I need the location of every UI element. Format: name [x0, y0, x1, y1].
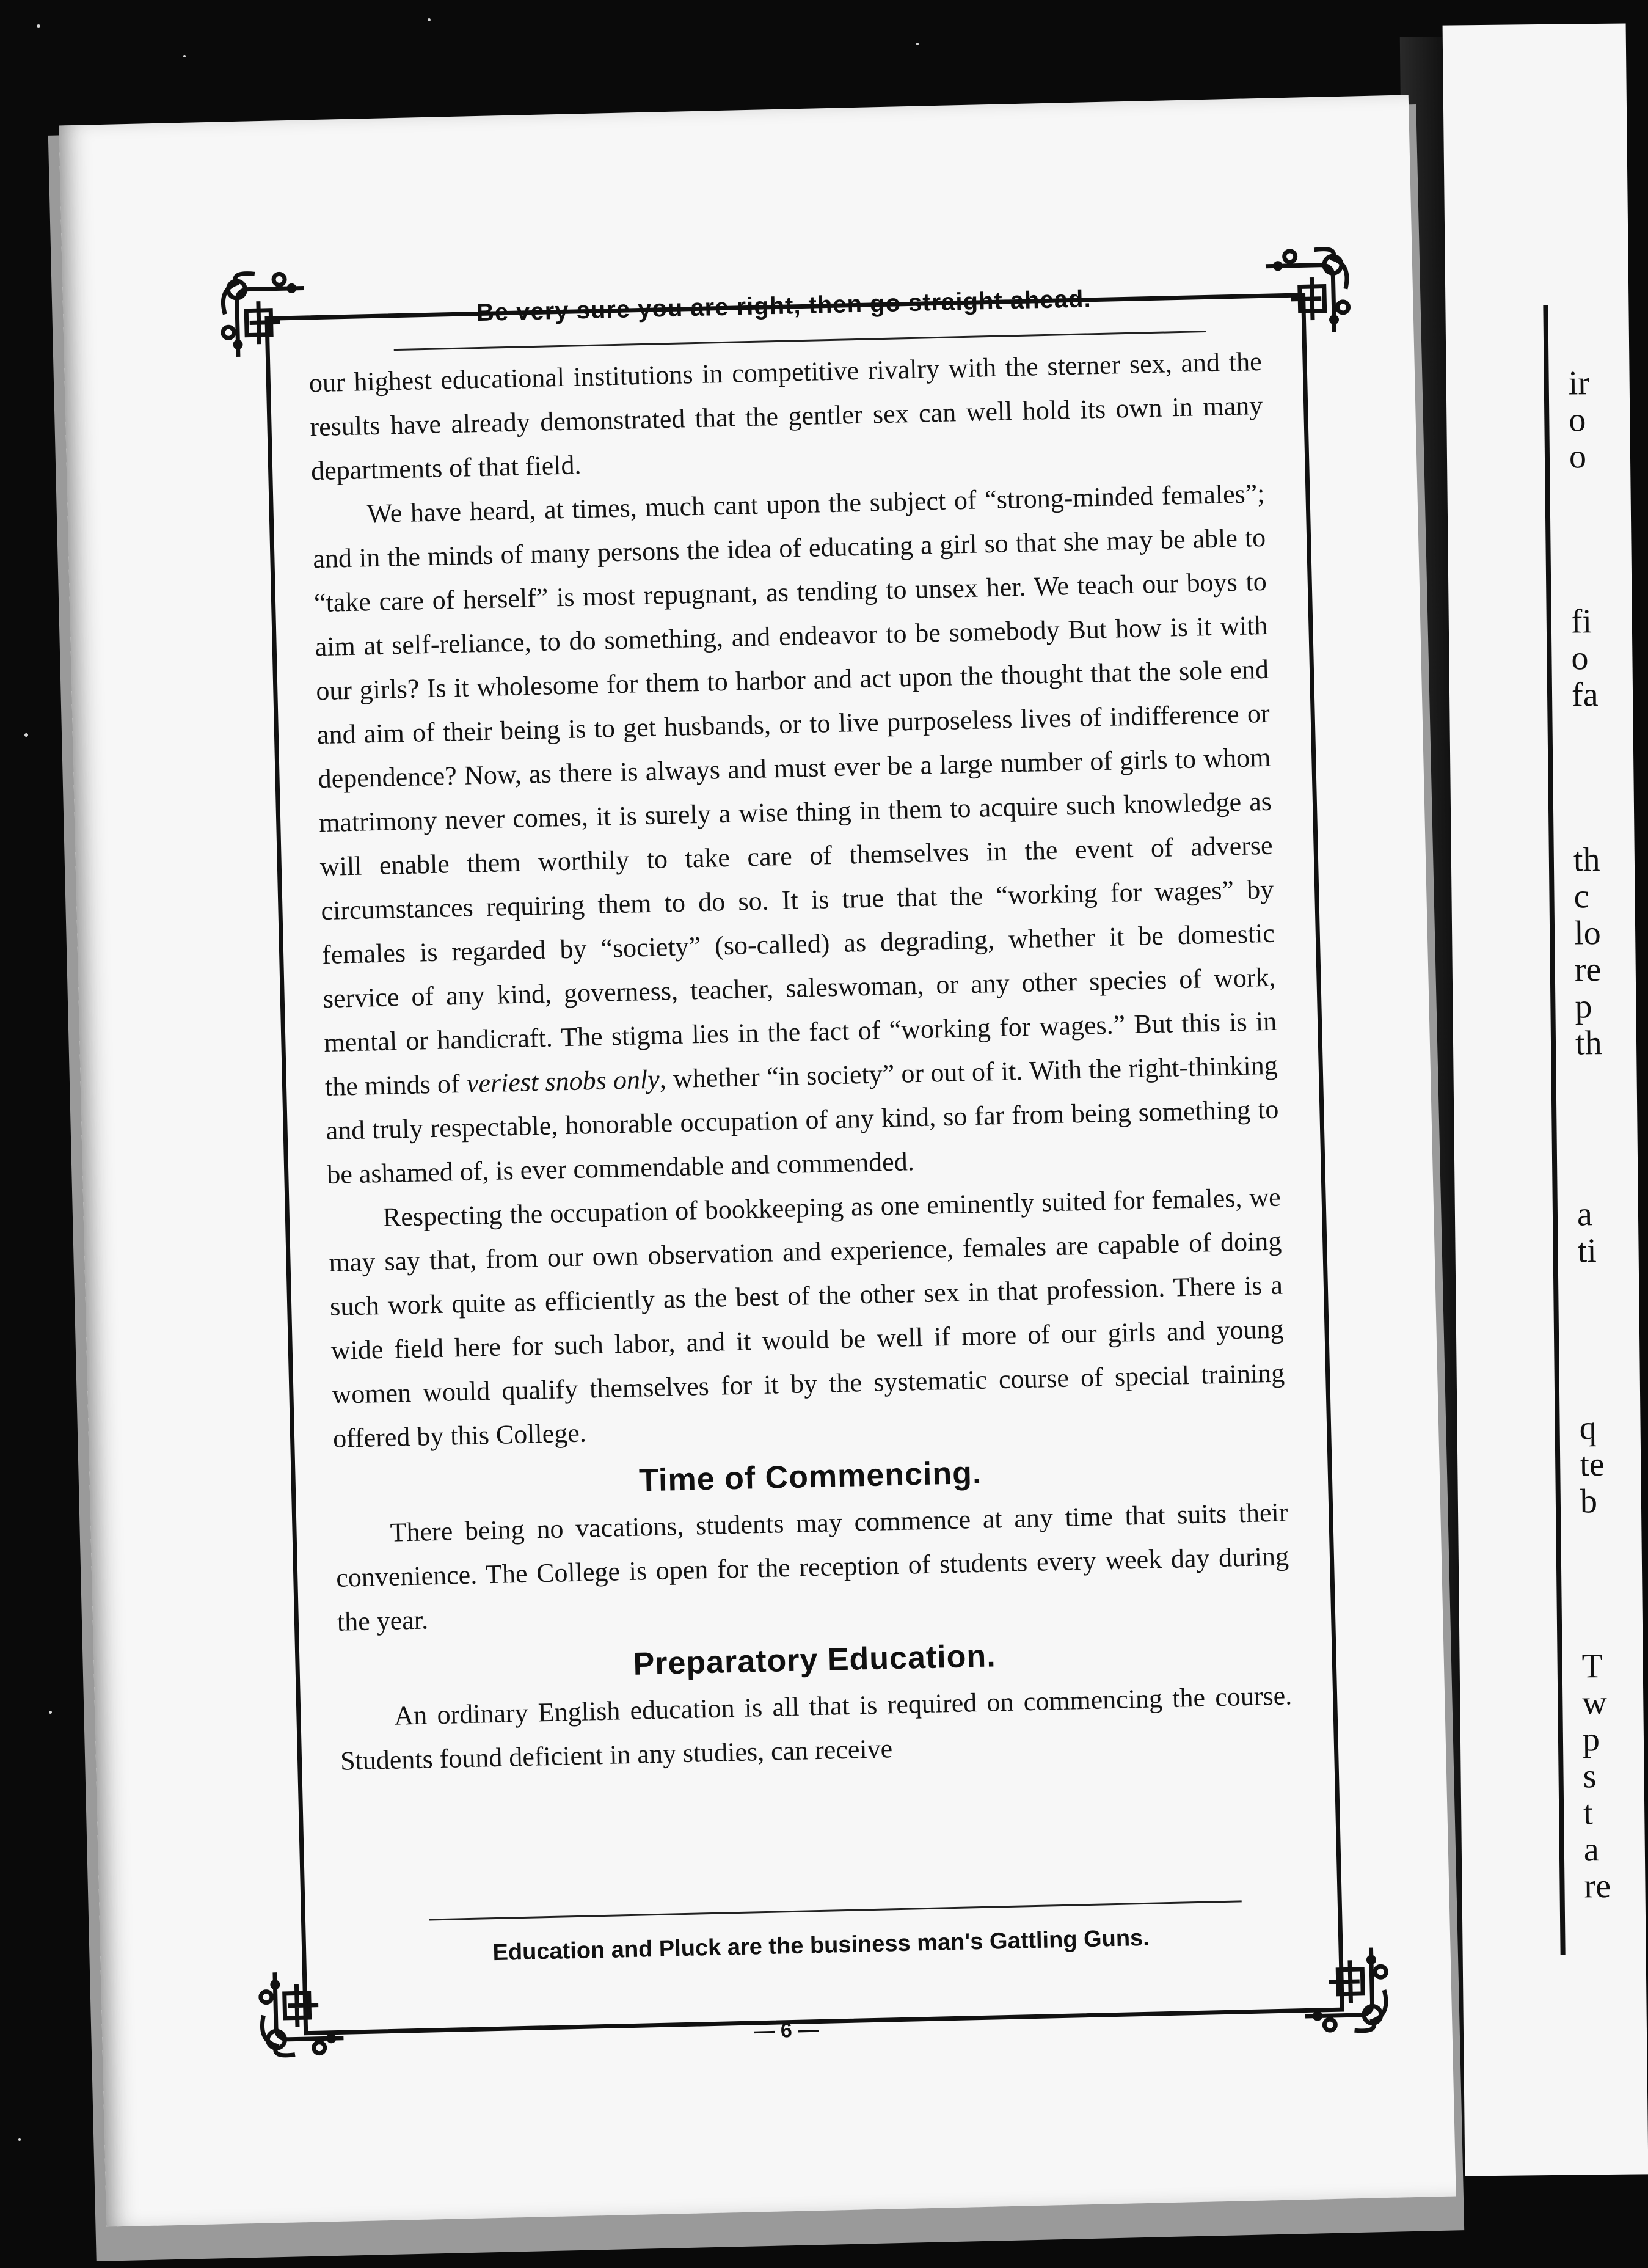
paragraph	[312, 472, 1280, 1197]
paragraph: There being no vacations, students may commence at any time that suits their convenience. The College is open for the reception of students every week day during the year.	[335, 1497, 1289, 1637]
facing-page-fragment: s	[1583, 1757, 1597, 1796]
facing-page-fragment: o	[1569, 401, 1586, 439]
section-heading-preparatory-education: Preparatory Education.	[632, 1638, 997, 1682]
facing-page-fragment: p	[1575, 987, 1592, 1026]
facing-page-fragment: c	[1573, 877, 1589, 916]
facing-page-fragment: te	[1579, 1446, 1605, 1484]
facing-page-fragment: re	[1574, 951, 1602, 989]
page-number: — 6 —	[753, 2018, 819, 2043]
facing-page	[1443, 24, 1648, 2176]
facing-page-fragment: p	[1582, 1721, 1600, 1759]
paragraph: Respecting the occupation of bookkeeping as one eminently suited for females, we may say that, from our own observation and experience, females are capable of doing such work quite as efficiently as the best of the other sex in that profession. There is a wide field here for such labor, and it would be well if more of our girls and young women would qualify themselves for it by the systematic course of special training offered by this College.	[329, 1182, 1285, 1454]
paragraph-text: We have heard, at times, much cant upon the subject of “strong-minded females”; and in the minds of many persons the idea of educating a girl so that she may be able to “take care of herself” is most repugnant, as tending to unsex her. We teach our boys to aim at self-reliance, to do something, and endeavor to be somebody But how is it with our girls? Is it wholesome for them to harbor and act upon the thought that the sole end and aim of their being is to get husbands, or to live purposeless lives of indifference or dependence? Now, as there is always and must ever be a large number of girls to whom matrimony never comes, it is surely a wise thing in them to acquire such knowledge as will enable them worthily to take care of themselves in the event of adverse circumstances requiring them to do so. It is true that the “working for wages” by females is regarded by “society” (so-called) as degrading, whether it be domestic service of any kind, governess, teacher, saleswoman, or any other species of work, mental or handicraft. The stigma lies in the fact of “working for wages.” But this is in the minds of	[312, 478, 1277, 1102]
facing-page-fragment: ir	[1568, 364, 1590, 403]
facing-page-fragment: o	[1569, 437, 1587, 476]
facing-page-fragment: ti	[1577, 1232, 1597, 1270]
paragraph-text: , whether “in society” or out of it. With the right-thinking and truly respectable, honorable occupation of any kind, so far from being something to be ashamed of, is ever commendable and commended.	[326, 1050, 1279, 1190]
facing-page-fragment: lo	[1573, 914, 1602, 953]
book-page	[59, 95, 1456, 2226]
facing-page-border	[1543, 305, 1565, 1955]
facing-page-fragment: a	[1583, 1831, 1600, 1869]
paragraph: our highest educational institutions in competitive rivalry with the sterner sex, and the results have already demonstrated that the gentler sex can well hold its own in many departments of that field.	[308, 346, 1263, 486]
page-body	[308, 340, 1293, 1783]
facing-page-fragment: t	[1583, 1794, 1594, 1832]
facing-page-fragment: fi	[1570, 602, 1592, 641]
facing-page-fragment: a	[1577, 1195, 1593, 1234]
facing-page-fragment: w	[1582, 1684, 1608, 1722]
facing-page-fragment: re	[1584, 1867, 1611, 1906]
facing-page-fragment: b	[1580, 1482, 1598, 1521]
facing-page-fragment: T	[1581, 1647, 1603, 1686]
facing-page-fragment: o	[1571, 639, 1589, 678]
facing-page-fragment: th	[1575, 1024, 1602, 1063]
facing-page-fragment: q	[1579, 1409, 1597, 1447]
paragraph: An ordinary English education is all that is required on commencing the course. Students found deficient in any studies, can receive	[340, 1680, 1293, 1776]
page-footer-motto: Education and Pluck are the business man's Gattling Guns.	[492, 1925, 1150, 1966]
italic-phrase: veriest snobs only	[466, 1064, 660, 1099]
facing-page-fragment: th	[1573, 841, 1600, 879]
page-header-motto: Be very sure you are right, then go straight ahead.	[476, 285, 1092, 327]
facing-page-fragment: fa	[1571, 676, 1599, 714]
section-heading-time-of-commencing: Time of Commencing.	[638, 1455, 982, 1499]
